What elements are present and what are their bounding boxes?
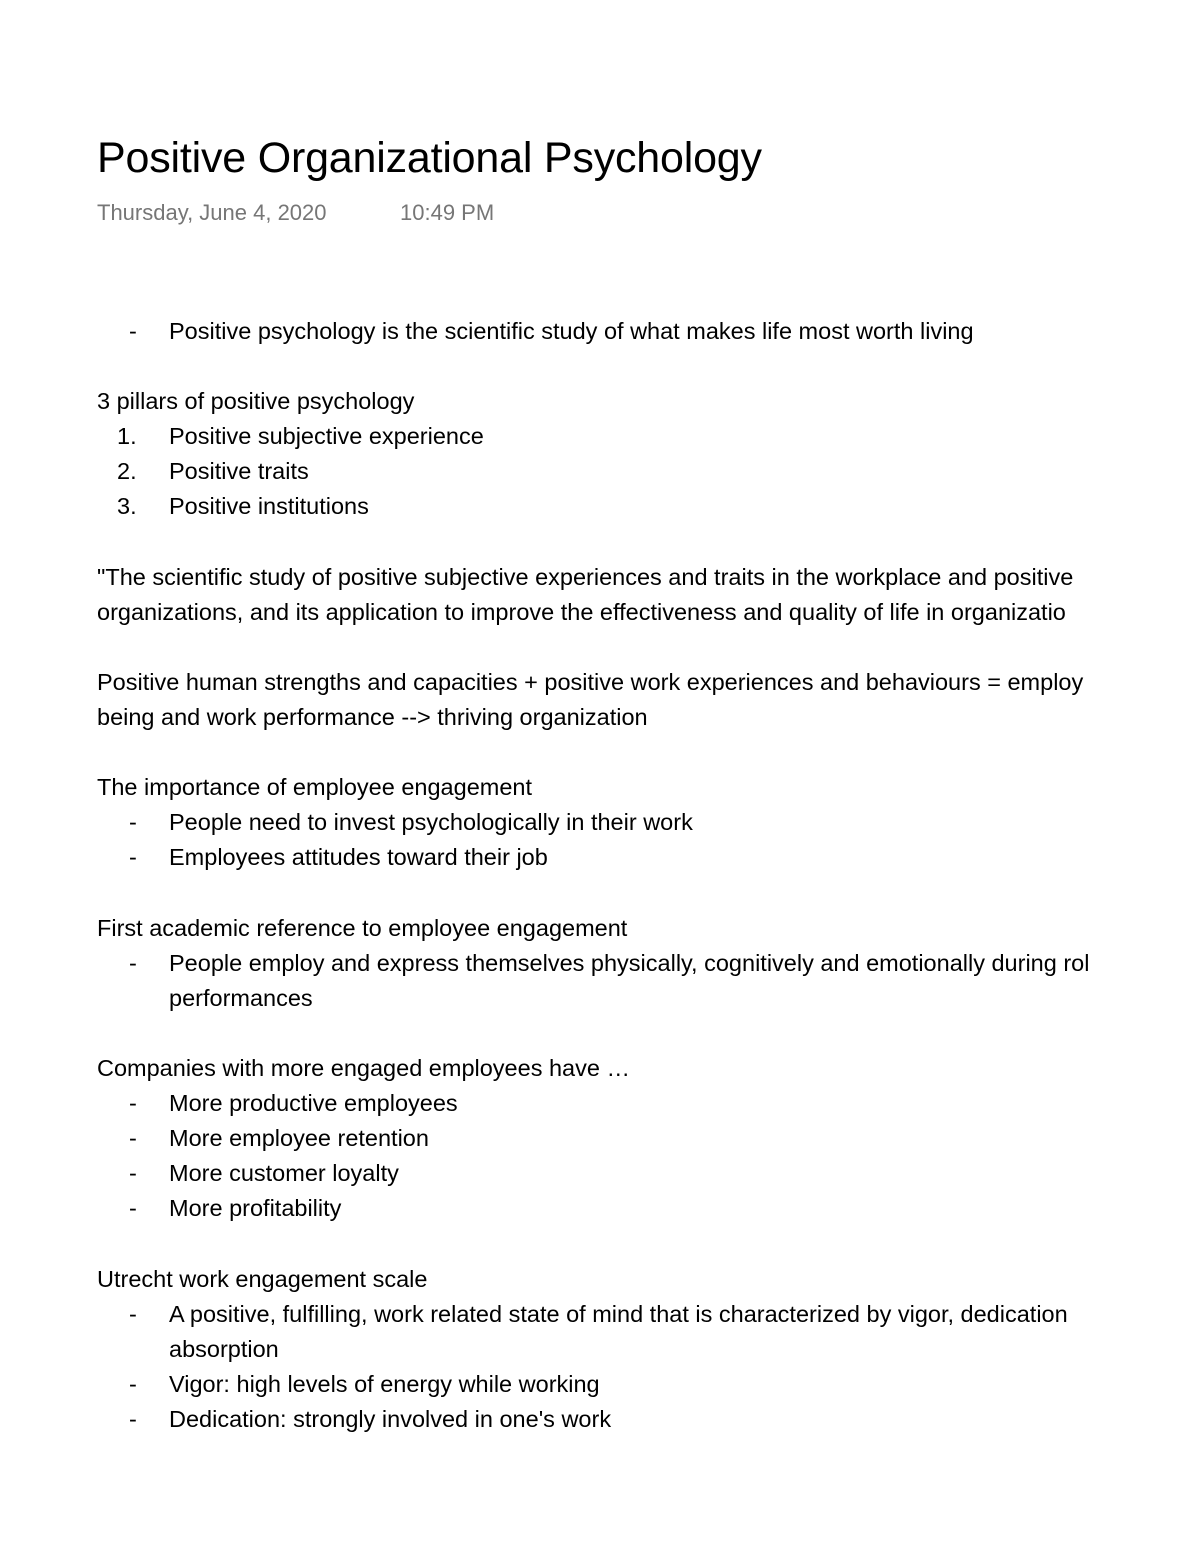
bullet-marker: - (129, 1300, 137, 1327)
spacer (97, 1016, 1200, 1051)
list-text: More productive employees (169, 1090, 458, 1117)
bullet-marker: - (129, 1160, 137, 1187)
list-text: Dedication: strongly involved in one's work (169, 1405, 612, 1432)
list-item (97, 489, 1200, 524)
spacer (97, 349, 1200, 384)
bullet-marker: - (129, 949, 137, 976)
list-item (97, 1086, 1200, 1121)
spacer (97, 525, 1200, 560)
quote-line: organizations, and its application to improve the effectiveness and quality of life in organizatio (97, 598, 1066, 625)
list-text-continuation: performances (169, 984, 313, 1011)
list-text: Positive subjective experience (169, 423, 484, 450)
list-text: Positive institutions (169, 493, 369, 520)
equation-line: being and work performance --> thriving organization (97, 704, 648, 731)
list-text: Positive traits (169, 458, 309, 485)
list-item (97, 1191, 1200, 1226)
list-text-continuation: absorption (169, 1335, 279, 1362)
list-item (97, 1297, 1200, 1367)
list-item (97, 419, 1200, 454)
bullet-marker: - (129, 318, 137, 344)
list-text: More employee retention (169, 1125, 429, 1152)
pillars-heading: 3 pillars of positive psychology (97, 388, 415, 415)
spacer (97, 630, 1200, 665)
list-item (97, 946, 1200, 1016)
page-title: Positive Organizational Psychology (97, 134, 762, 182)
list-text: People employ and express themselves physically, cognitively and emotionally during rol (169, 949, 1090, 976)
list-item (97, 1156, 1200, 1191)
list-item (97, 1367, 1200, 1402)
bullet-marker: - (129, 844, 137, 871)
list-text: Vigor: high levels of energy while working (169, 1370, 600, 1397)
bullet-marker: - (129, 1370, 137, 1397)
list-text: More customer loyalty (169, 1160, 399, 1187)
note-body (97, 314, 1200, 1437)
list-text: Employees attitudes toward their job (169, 844, 548, 871)
list-item (97, 454, 1200, 489)
bullet-marker: - (129, 1090, 137, 1117)
bullet-marker: - (129, 1405, 137, 1432)
list-text: People need to invest psychologically in their work (169, 809, 693, 836)
spacer (97, 876, 1200, 911)
list-number: 2. (117, 458, 137, 485)
list-item (97, 1402, 1200, 1437)
quote-line: "The scientific study of positive subjective experiences and traits in the workplace and positive (97, 563, 1074, 590)
list-text: A positive, fulfilling, work related state of mind that is characterized by vigor, dedication (169, 1300, 1068, 1327)
list-number: 1. (117, 423, 137, 450)
list-text: More profitability (169, 1195, 342, 1222)
equation-line: Positive human strengths and capacities + positive work experiences and behaviours = employ (97, 668, 1084, 695)
spacer (97, 735, 1200, 770)
note-time: 10:49 PM (400, 200, 495, 225)
list-number: 3. (117, 493, 137, 520)
bullet-marker: - (129, 1125, 137, 1152)
list-item (97, 840, 1200, 875)
companies-heading: Companies with more engaged employees have … (97, 1054, 630, 1081)
list-item (97, 1121, 1200, 1156)
list-item (97, 805, 1200, 840)
engagement-heading: The importance of employee engagement (97, 774, 533, 801)
bullet-marker: - (129, 809, 137, 836)
note-date: Thursday, June 4, 2020 (97, 200, 327, 225)
utrecht-heading: Utrecht work engagement scale (97, 1265, 428, 1292)
bullet-marker: - (129, 1195, 137, 1222)
reference-heading: First academic reference to employee engagement (97, 914, 628, 941)
definition-bullet (97, 314, 1200, 349)
spacer (97, 1226, 1200, 1261)
bullet-text: Positive psychology is the scientific study of what makes life most worth living (169, 318, 974, 344)
